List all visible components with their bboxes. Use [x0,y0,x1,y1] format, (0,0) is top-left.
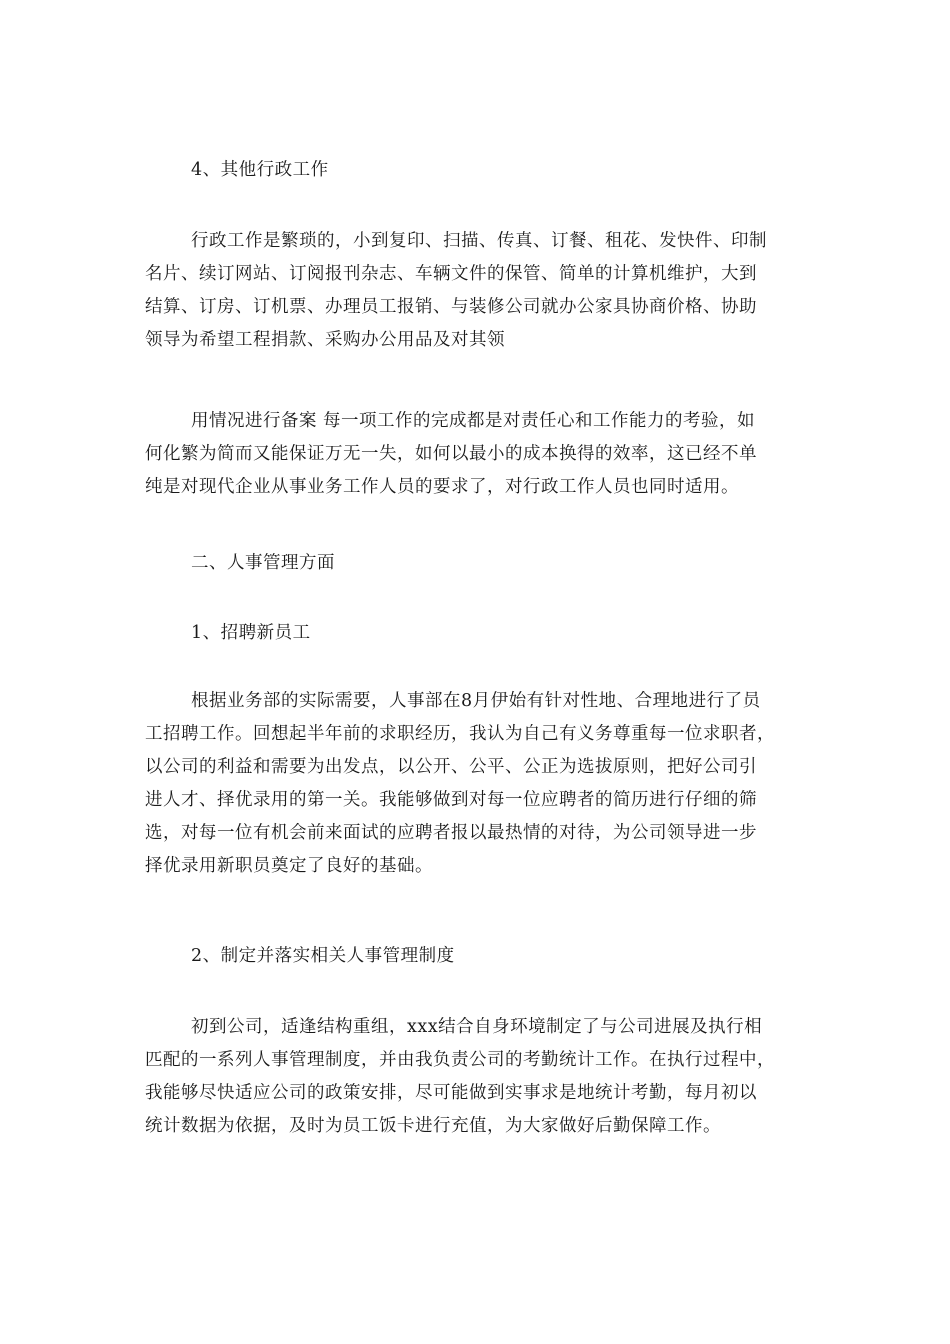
section-heading-recruitment: 1、招聘新员工 [191,623,311,643]
paragraph-line: 领导为希望工程捐款、采购办公用品及对其领 [145,330,505,350]
paragraph-admin-efficiency [145,405,807,504]
paragraph-line: 根据业务部的实际需要，人事部在8月伊始有针对性地、合理地进行了员 [191,691,761,711]
paragraph-line: 名片、续订网站、订阅报刊杂志、车辆文件的保管、简单的计算机维护，大到 [145,264,757,284]
paragraph-line: 选，对每一位有机会前来面试的应聘者报以最热情的对待，为公司领导进一步 [145,823,757,843]
paragraph-line: 统计数据为依据，及时为员工饭卡进行充值，为大家做好后勤保障工作。 [145,1116,721,1136]
paragraph-line: 用情况进行备案 每一项工作的完成都是对责任心和工作能力的考验，如 [191,411,756,431]
paragraph-line: 何化繁为简而又能保证万无一失，如何以最小的成本换得的效率，这已经不单 [145,444,757,464]
paragraph-line: 工招聘工作。回想起半年前的求职经历，我认为自己有义务尊重每一位求职者， [145,724,775,744]
paragraph-line: 我能够尽快适应公司的政策安排，尽可能做到实事求是地统计考勤，每月初以 [145,1083,757,1103]
section-heading-hr-management: 二、人事管理方面 [191,553,335,573]
paragraph-recruitment [145,685,807,883]
paragraph-line: 初到公司，适逢结构重组，xxx结合自身环境制定了与公司进展及执行相 [191,1017,763,1037]
section-heading-hr-policies: 2、制定并落实相关人事管理制度 [191,946,455,966]
paragraph-admin-tasks [145,225,807,357]
paragraph-line: 以公司的利益和需要为出发点，以公开、公平、公正为选拔原则，把好公司引 [145,757,757,777]
paragraph-line: 进人才、择优录用的第一关。我能够做到对每一位应聘者的简历进行仔细的筛 [145,790,757,810]
paragraph-hr-policies [145,1011,807,1143]
section-heading-other-admin-work: 4、其他行政工作 [191,160,329,180]
paragraph-line: 行政工作是繁琐的，小到复印、扫描、传真、订餐、租花、发快件、印制 [191,231,767,251]
paragraph-line: 匹配的一系列人事管理制度，并由我负责公司的考勤统计工作。在执行过程中， [145,1050,775,1070]
paragraph-line: 纯是对现代企业从事业务工作人员的要求了，对行政工作人员也同时适用。 [145,477,739,497]
paragraph-line: 结算、订房、订机票、办理员工报销、与装修公司就办公家具协商价格、协助 [145,297,757,317]
paragraph-line: 择优录用新职员奠定了良好的基础。 [145,856,433,876]
